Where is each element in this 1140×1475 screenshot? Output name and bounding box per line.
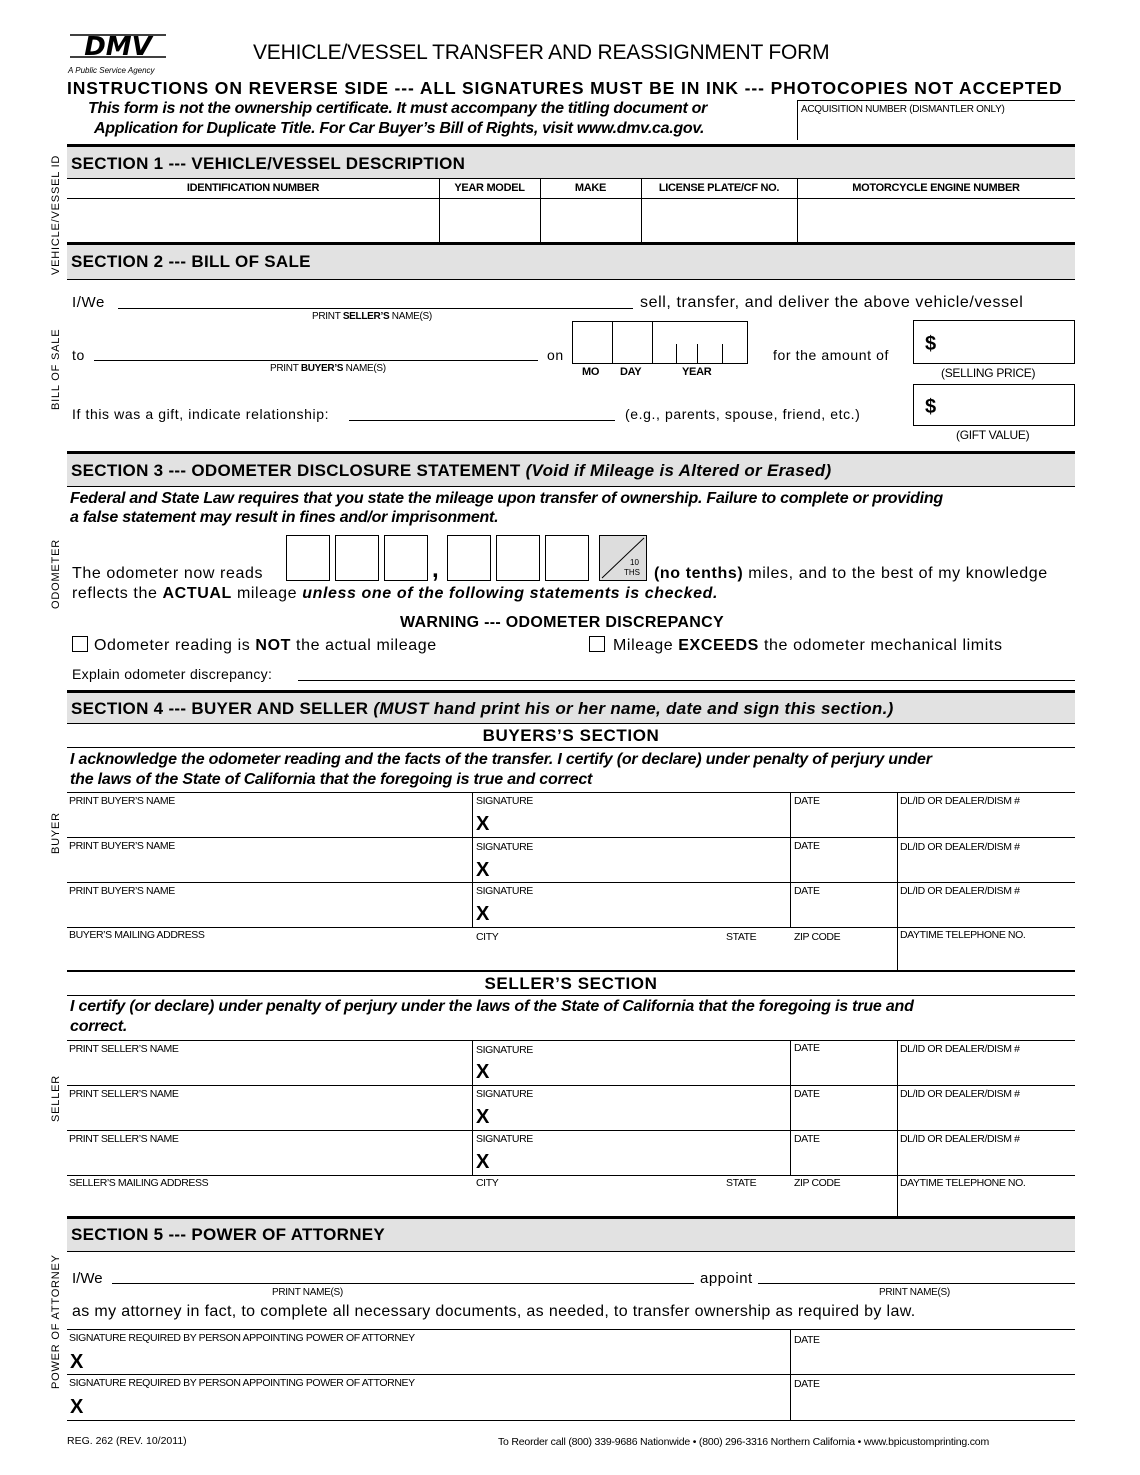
side-label-power-of-attorney: POWER OF ATTORNEY (50, 1254, 62, 1389)
seller-name-caption: PRINT SELLER’S NAME(S) (312, 311, 432, 322)
odometer-digit-3[interactable] (384, 535, 428, 581)
selling-price-caption: (SELLING PRICE) (941, 366, 1036, 380)
no-tenths-text (654, 565, 1048, 583)
section3-title: SECTION 3 --- ODOMETER DISCLOSURE STATEMENT (71, 461, 521, 480)
seller1-name-label: PRINT SELLER’S NAME (69, 1043, 179, 1055)
poa-sig2-label: SIGNATURE REQUIRED BY PERSON APPOINTING POWER OF ATTORNEY (69, 1377, 415, 1389)
sellers-certify-2: correct. (70, 1018, 128, 1035)
seller3-dlid-label: DL/ID OR DEALER/DISM # (900, 1133, 1020, 1145)
bill-iwe: I/We (72, 294, 105, 311)
side-label-bill-of-sale: BILL OF SALE (50, 328, 62, 410)
ownership-note-1: This form is not the ownership certificate. It must accompany the titling document or (88, 100, 708, 117)
seller1-signature-label: SIGNATURE (476, 1044, 533, 1056)
buyer2-signature-label: SIGNATURE (476, 841, 533, 853)
odometer-digit-1[interactable] (286, 535, 330, 581)
tenths-bottom: THS (624, 568, 640, 577)
seller2-date-label: DATE (794, 1088, 820, 1100)
buyer1-name-label: PRINT BUYER’S NAME (69, 795, 175, 807)
buyer1-dlid-label: DL/ID OR DEALER/DISM # (900, 795, 1020, 807)
date-mo-label: MO (582, 366, 600, 378)
engine-number-input[interactable] (798, 199, 1075, 242)
seller3-name-label: PRINT SELLER’S NAME (69, 1133, 179, 1145)
dmv-logo-icon (68, 26, 168, 66)
form-title: VEHICLE/VESSEL TRANSFER AND REASSIGNMENT FORM (253, 41, 830, 64)
odometer-digit-6[interactable] (545, 535, 589, 581)
reflects-actual: ACTUAL (162, 585, 232, 602)
buyer-grid (67, 792, 1075, 972)
opt2-part-b: EXCEEDS (678, 637, 759, 654)
seller-zip-label: ZIP CODE (794, 1177, 841, 1189)
gift-value-box[interactable] (913, 384, 1075, 426)
section2-heading: SECTION 2 --- BILL OF SALE (67, 245, 1075, 280)
seller-state-label: STATE (726, 1177, 757, 1189)
poa-principal-caption: PRINT NAME(S) (272, 1287, 343, 1298)
buyer3-name-input[interactable] (67, 895, 471, 926)
col-make: MAKE (574, 182, 607, 194)
logo-text: DMV (84, 32, 152, 62)
law-text-2: a false statement may result in fines and/or imprisonment. (70, 509, 499, 526)
gift-text: If this was a gift, indicate relationship: (72, 406, 330, 422)
acquisition-number-field[interactable] (797, 100, 1075, 140)
form-number: REG. 262 (REV. 10/2011) (67, 1435, 187, 1447)
col-year-model: YEAR MODEL (454, 182, 525, 194)
exceeds-limits-label (613, 637, 1003, 655)
poa-date2-label: DATE (794, 1378, 820, 1390)
buyer3-signature-x[interactable]: X (476, 903, 490, 925)
reorder-info: To Reorder call (800) 339-9686 Nationwide • (800) 296-3316 Northern California • www.bpicustomprinting.com (498, 1436, 989, 1448)
seller-address-input[interactable] (67, 1188, 471, 1216)
law-text-1: Federal and State Law requires that you state the mileage upon transfer of ownership. Failure to complete or providing (70, 490, 943, 507)
exceeds-limits-checkbox[interactable] (589, 636, 605, 652)
col-motorcycle-engine: MOTORCYCLE ENGINE NUMBER (852, 182, 1020, 194)
poa-signature-grid (67, 1329, 1075, 1421)
reflects-text (72, 585, 718, 603)
buyer2-dlid-label: DL/ID OR DEALER/DISM # (900, 841, 1020, 853)
side-label-vehicle: VEHICLE/VESSEL ID (50, 154, 62, 275)
opt1-part-c: the actual mileage (296, 637, 437, 654)
side-label-odometer: ODOMETER (50, 539, 62, 609)
buyer2-date-label: DATE (794, 840, 820, 852)
section4-note: (MUST hand print his or her name, date and sign this section.) (373, 699, 894, 718)
reflects-part2: mileage (236, 585, 298, 602)
seller-phone-label: DAYTIME TELEPHONE NO. (900, 1177, 1026, 1189)
seller3-name-input[interactable] (67, 1143, 471, 1174)
no-tenths-rest: miles, and to the best of my knowledge (748, 565, 1048, 582)
odometer-tenths-box (599, 535, 647, 581)
selling-price-box[interactable] (913, 320, 1075, 364)
explain-discrepancy-line[interactable] (298, 680, 1075, 681)
poa-sig1-x[interactable]: X (70, 1351, 84, 1373)
instructions-banner: INSTRUCTIONS ON REVERSE SIDE --- ALL SIGNATURES MUST BE IN INK --- PHOTOCOPIES NOT ACCEPTED (67, 78, 1063, 98)
bill-on: on (547, 347, 564, 363)
poa-sig2-x[interactable]: X (70, 1396, 84, 1418)
opt1-part-b: NOT (255, 637, 291, 654)
selling-price-dollar: $ (925, 333, 937, 355)
section4-title: SECTION 4 --- BUYER AND SELLER (71, 699, 369, 718)
make-input[interactable] (541, 199, 641, 242)
dmv-logo (68, 26, 168, 66)
seller3-date-label: DATE (794, 1133, 820, 1145)
seller1-name-input[interactable] (67, 1053, 471, 1084)
sell-transfer-text: sell, transfer, and deliver the above vehicle/vessel (640, 294, 1024, 311)
seller3-signature-x[interactable]: X (476, 1151, 490, 1173)
opt1-part-a: Odometer reading is (94, 637, 251, 654)
ownership-note-2: Application for Duplicate Title. For Car Buyer’s Bill of Rights, visit www.dmv.ca.gov. (94, 120, 705, 137)
col-license-plate: LICENSE PLATE/CF NO. (658, 182, 780, 194)
poa-principal-line[interactable] (112, 1283, 694, 1284)
section3-void-note: (Void if Mileage is Altered or Erased) (525, 461, 832, 480)
tenths-top: 10 (630, 558, 639, 567)
poa-attorney-text: as my attorney in fact, to complete all necessary documents, as needed, to transfer ownership as required by law. (72, 1303, 916, 1320)
no-tenths-bold: (no tenths) (654, 565, 744, 582)
poa-date1-label: DATE (794, 1334, 820, 1346)
seller-grid (67, 1040, 1075, 1219)
section1-heading: SECTION 1 --- VEHICLE/VESSEL DESCRIPTION (67, 144, 1075, 179)
buyer-name-caption: PRINT BUYER’S NAME(S) (270, 363, 386, 374)
buyer-city-label: CITY (476, 931, 499, 943)
explain-discrepancy-label: Explain odometer discrepancy: (72, 666, 273, 682)
agency-tagline: A Public Service Agency (68, 66, 155, 75)
poa-appoint: appoint (700, 1270, 753, 1287)
seller-address-label: SELLER’S MAILING ADDRESS (69, 1177, 209, 1189)
sellers-section-title: SELLER’S SECTION (484, 974, 658, 993)
buyer1-date-label: DATE (794, 795, 820, 807)
side-label-buyer: BUYER (50, 812, 62, 854)
not-actual-mileage-label (94, 637, 437, 655)
buyer1-signature-label: SIGNATURE (476, 795, 533, 807)
section4-heading (67, 690, 1075, 724)
odometer-digit-5[interactable] (496, 535, 540, 581)
buyer3-date-label: DATE (794, 885, 820, 897)
buyer2-name-input[interactable] (67, 850, 471, 881)
odometer-reads-text: The odometer now reads (72, 565, 264, 582)
acquisition-number-label: ACQUISITION NUMBER (DISMANTLER ONLY) (801, 104, 1005, 115)
seller-city-label: CITY (476, 1177, 499, 1189)
odometer-digit-4[interactable] (447, 535, 491, 581)
seller2-name-input[interactable] (67, 1098, 471, 1129)
seller2-signature-label: SIGNATURE (476, 1088, 533, 1100)
odometer-comma: , (432, 556, 439, 583)
poa-sig1-label: SIGNATURE REQUIRED BY PERSON APPOINTING POWER OF ATTORNEY (69, 1332, 415, 1344)
seller2-dlid-label: DL/ID OR DEALER/DISM # (900, 1088, 1020, 1100)
bill-to: to (72, 347, 85, 363)
identification-number-input[interactable] (67, 199, 439, 242)
buyer-zip-label: ZIP CODE (794, 931, 841, 943)
gift-value-dollar: $ (925, 396, 937, 418)
amount-text: for the amount of (773, 347, 890, 363)
buyer-phone-label: DAYTIME TELEPHONE NO. (900, 929, 1026, 941)
seller1-dlid-label: DL/ID OR DEALER/DISM # (900, 1043, 1020, 1055)
seller3-signature-label: SIGNATURE (476, 1133, 533, 1145)
seller-name-line[interactable] (118, 308, 633, 309)
section1-table (67, 179, 1075, 245)
license-plate-input[interactable] (642, 199, 797, 242)
seller2-signature-x[interactable]: X (476, 1106, 490, 1128)
gift-relationship-line[interactable] (349, 420, 615, 421)
buyer1-name-input[interactable] (67, 805, 471, 836)
buyer-address-input[interactable] (67, 940, 471, 970)
gift-value-caption: (GIFT VALUE) (956, 428, 1030, 442)
buyer2-signature-x[interactable]: X (476, 859, 490, 881)
seller2-name-label: PRINT SELLER’S NAME (69, 1088, 179, 1100)
year-model-input[interactable] (440, 199, 540, 242)
buyer2-name-label: PRINT BUYER’S NAME (69, 840, 175, 852)
buyer1-signature-x[interactable]: X (476, 813, 490, 835)
col-identification-number: IDENTIFICATION NUMBER (186, 182, 320, 194)
side-label-seller: SELLER (50, 1075, 62, 1122)
buyers-certify-1: I acknowledge the odometer reading and the facts of the transfer. I certify (or declare) under penalty of perjury under (70, 751, 932, 768)
seller1-date-label: DATE (794, 1042, 820, 1054)
poa-iwe: I/We (72, 1270, 103, 1287)
sellers-certify-1: I certify (or declare) under penalty of perjury under the laws of the State of California that the foregoing is true and (70, 998, 914, 1015)
odometer-digit-2[interactable] (335, 535, 379, 581)
buyer-name-line[interactable] (94, 360, 538, 361)
buyers-certify-2: the laws of the State of California that the foregoing is true and correct (70, 771, 593, 788)
date-day-label: DAY (620, 366, 642, 378)
buyer-address-label: BUYER’S MAILING ADDRESS (69, 929, 205, 941)
poa-attorney-caption: PRINT NAME(S) (879, 1287, 950, 1298)
warning-title: WARNING --- ODOMETER DISCREPANCY (400, 614, 724, 631)
opt2-part-a: Mileage (613, 637, 674, 654)
not-actual-mileage-checkbox[interactable] (72, 636, 88, 652)
buyers-section-title: BUYERS’S SECTION (482, 726, 660, 745)
buyer3-dlid-label: DL/ID OR DEALER/DISM # (900, 885, 1020, 897)
poa-attorney-line[interactable] (758, 1283, 1075, 1284)
reflects-part1: reflects the (72, 585, 158, 602)
section3-heading (67, 451, 1075, 487)
reflects-part3: unless one of the following statements is checked. (302, 585, 719, 602)
opt2-part-c: the odometer mechanical limits (764, 637, 1003, 654)
gift-examples: (e.g., parents, spouse, friend, etc.) (625, 406, 861, 422)
sale-date-boxes[interactable] (572, 321, 748, 364)
date-year-label: YEAR (682, 366, 712, 378)
section5-heading: SECTION 5 --- POWER OF ATTORNEY (67, 1219, 1075, 1252)
buyer3-name-label: PRINT BUYER’S NAME (69, 885, 175, 897)
buyer3-signature-label: SIGNATURE (476, 885, 533, 897)
seller1-signature-x[interactable]: X (476, 1061, 490, 1083)
buyer-state-label: STATE (726, 931, 757, 943)
